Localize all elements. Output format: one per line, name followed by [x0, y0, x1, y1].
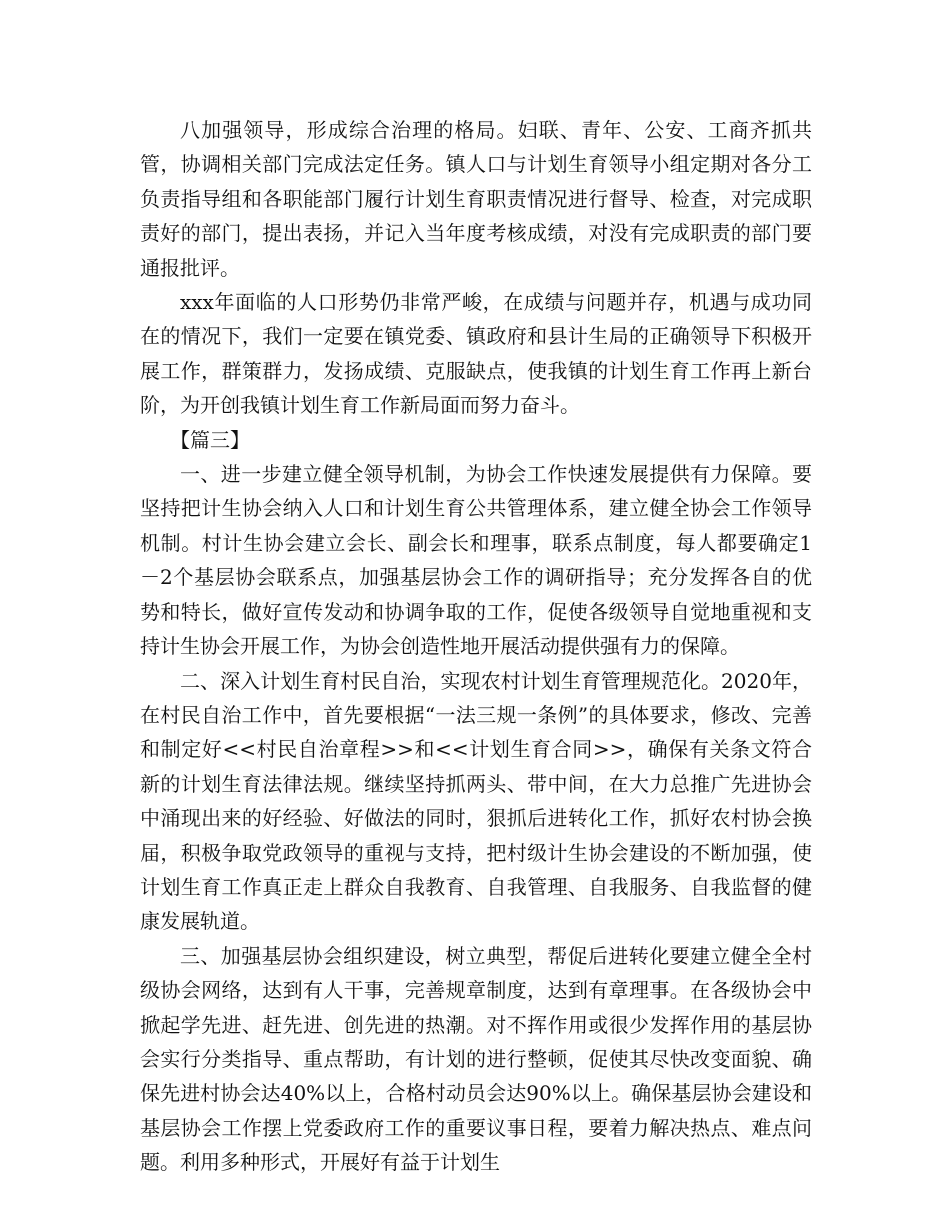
paragraph-point-three: 三、加强基层协会组织建设，树立典型，帮促后进转化要建立健全全村级协会网络，达到有人干事，完善规章制度，达到有章理事。在各级协会中掀起学先进、赶先进、创先进的热潮。对不挥作用或很少发挥作用的基层协会实行分类指导、重点帮助，有计划的进行整顿，促使其尽快改变面貌、确保先进村协会达40%以上，合格村动员会达90%以上。确保基层协会建设和基层协会工作摆上党委政府工作的重要议事日程，要着力解决热点、难点问题。利用多种形式，开展好有益于计划生	[140, 943, 812, 1175]
section-heading: 【篇三】	[170, 427, 250, 452]
paragraph-population-situation: xxx年面临的人口形势仍非常严峻，在成绩与问题并存，机遇与成功同在的情况下，我们一定要在镇党委、镇政府和县计生局的正确领导下积极开展工作，群策群力，发扬成绩、克服缺点，使我镇的计划生育工作再上新台阶，为开创我镇计划生育工作新局面而努力奋斗。	[140, 290, 812, 418]
paragraph-point-two: 二、深入计划生育村民自治，实现农村计划生育管理规范化。2020年，在村民自治工作中，首先要根据“一法三规一条例”的具体要求，修改、完善和制定好<<村民自治章程>>和<<计划生育合同>>，确保有关条文符合新的计划生育法律法规。继续坚持抓两头、带中间，在大力总推广先进协会中涌现出来的好经验、好做法的同时，狠抓后进转化工作，抓好农村协会换届，积极争取党政领导的重视与支持，把村级计生协会建设的不断加强，使计划生育工作真正走上群众自我教育、自我管理、自我服务、自我监督的健康发展轨道。	[140, 668, 812, 934]
paragraph-point-one: 一、进一步建立健全领导机制，为协会工作快速发展提供有力保障。要坚持把计生协会纳入人口和计划生育公共管理体系，建立健全协会工作领导机制。村计生协会建立会长、副会长和理事，联系点制度，每人都要确定1－2个基层协会联系点，加强基层协会工作的调研指导；充分发挥各自的优势和特长，做好宣传发动和协调争取的工作，促使各级领导自觉地重视和支持计生协会开展工作，为协会创造性地开展活动提供强有力的保障。	[140, 462, 812, 659]
document-page	[140, 113, 812, 1180]
paragraph-leadership: 八加强领导，形成综合治理的格局。妇联、青年、公安、工商齐抓共管，协调相关部门完成法定任务。镇人口与计划生育领导小组定期对各分工负责指导组和各职能部门履行计划生育职责情况进行督导、检查，对完成职责好的部门，提出表扬，并记入当年度考核成绩，对没有完成职责的部门要通报批评。	[140, 118, 812, 280]
